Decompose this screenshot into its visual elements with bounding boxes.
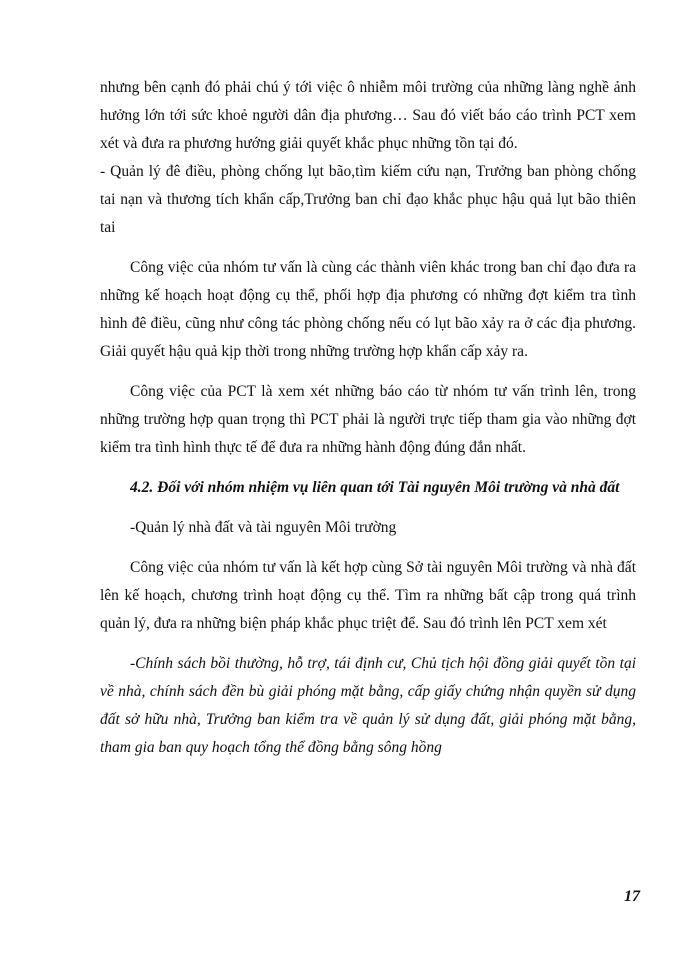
document-body: [100, 74, 636, 762]
paragraph-advisory-land-work: Công việc của nhóm tư vấn là kết hợp cùng Sở tài nguyên Môi trường và nhà đất lên kế hoạch, chương trình hoạt động cụ thể. Tìm ra những bất cập trong quá trình quản lý, đưa ra những biện pháp khắc phục triệt để. Sau đó trình lên PCT xem xét: [100, 559, 636, 632]
paragraph-compensation-policy: -Chính sách bồi thường, hỗ trợ, tái định cư, Chủ tịch hội đồng giải quyết tồn tại về nhà, chính sách đền bù giải phóng mặt bằng, cấp giấy chứng nhận quyền sử dụng đất sở hữu nhà, Trưởng ban kiểm tra về quản lý sử dụng đất, giải phóng mặt bằng, tham gia ban quy hoạch tổng thể đồng bằng sông hồng: [100, 655, 636, 756]
paragraph-pct-work: Công việc của PCT là xem xét những báo cáo từ nhóm tư vấn trình lên, trong những trường hợp quan trọng thì PCT phải là người trực tiếp tham gia vào những đợt kiểm tra tình hình thực tế để đưa ra những hành động đúng đắn nhất.: [100, 383, 636, 456]
section-heading-4-2: 4.2. Đối với nhóm nhiệm vụ liên quan tới Tài nguyên Môi trường và nhà đất: [130, 479, 620, 496]
paragraph-land-management: -Quản lý nhà đất và tài nguyên Môi trường: [130, 519, 397, 536]
paragraph-flood-management: - Quản lý đê điều, phòng chống lụt bão,tìm kiếm cứu nạn, Trưởng ban phòng chống tai nạn và thương tích khẩn cấp,Trưởng ban chỉ đạo khắc phục hậu quả lụt bão thiên tai: [100, 163, 636, 236]
page-number: 17: [624, 888, 640, 905]
paragraph-continuation: nhưng bên cạnh đó phải chú ý tới việc ô nhiễm môi trường của những làng nghề ảnh hưởng lớn tới sức khoẻ người dân địa phương… Sau đó viết báo cáo trình PCT xem xét và đưa ra phương hướng giải quyết khắc phục những tồn tại đó.: [100, 79, 636, 152]
paragraph-advisory-group-work: Công việc của nhóm tư vấn là cùng các thành viên khác trong ban chỉ đạo đưa ra những kế hoạch hoạt động cụ thể, phối hợp địa phương có những đợt kiểm tra tình hình đê điều, cũng như công tác phòng chống nếu có lụt bão xảy ra ở các địa phương. Giải quyết hậu quả kịp thời trong những trường hợp khẩn cấp xảy ra.: [100, 259, 636, 360]
